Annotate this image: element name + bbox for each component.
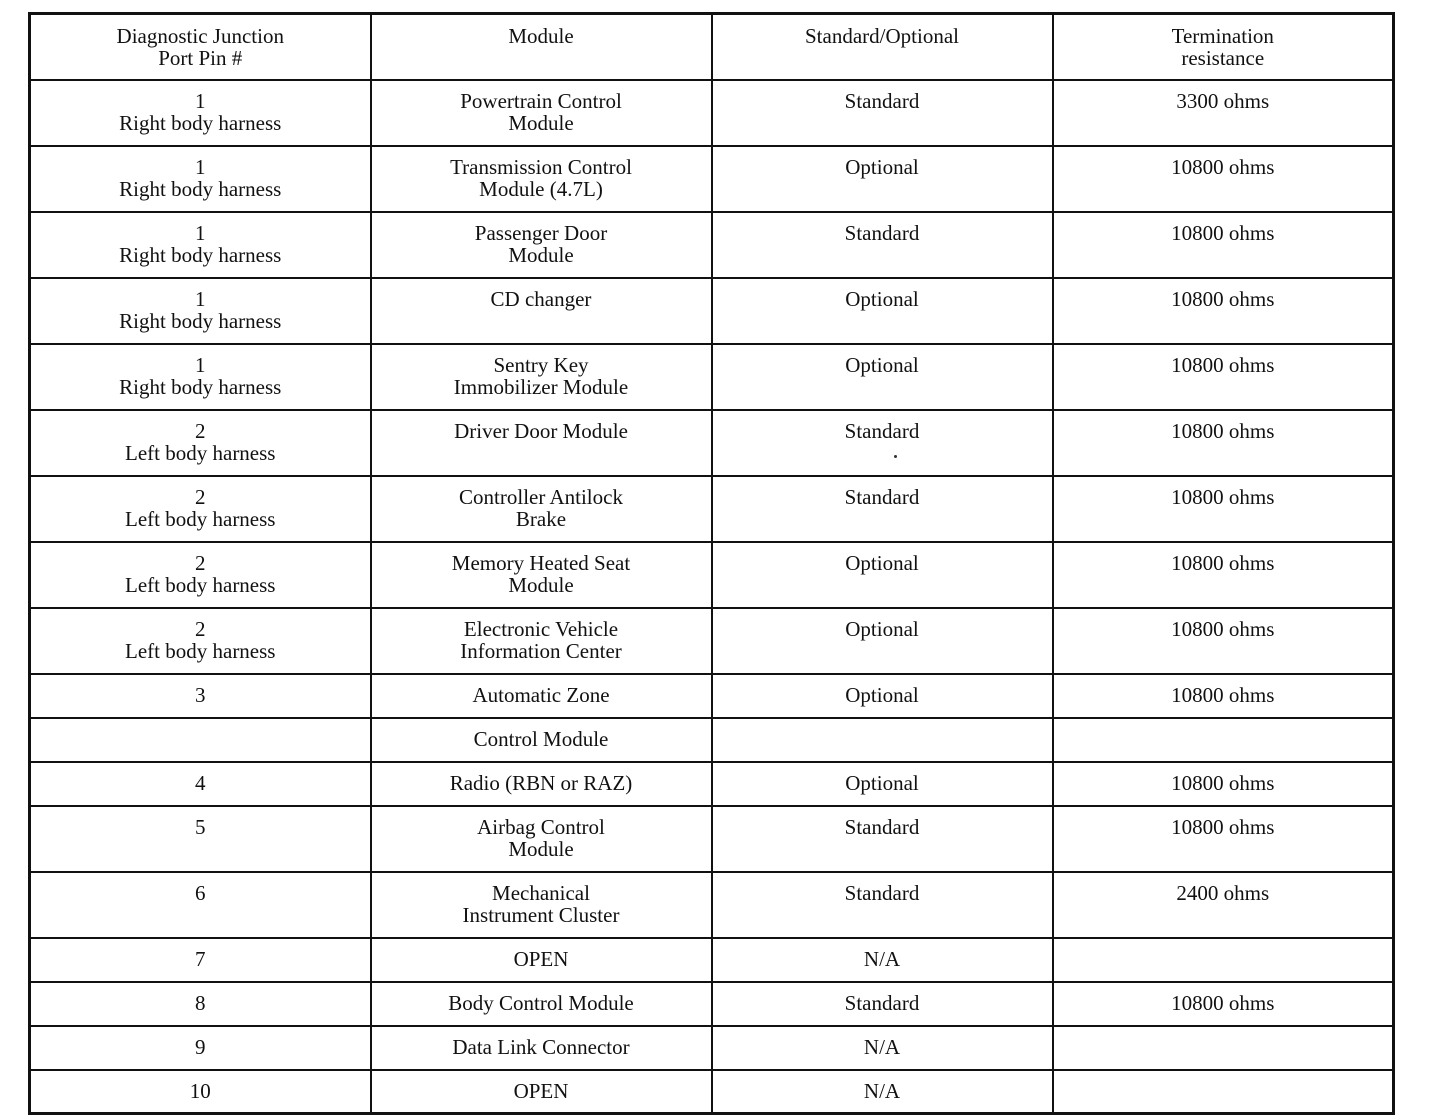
cell-standard-optional: Standard xyxy=(712,80,1053,146)
cell-termination-resistance: 10800 ohms xyxy=(1053,278,1394,344)
cell-standard-optional: Optional xyxy=(712,146,1053,212)
cell-port-pin: 3 xyxy=(30,674,371,718)
table-row xyxy=(30,1070,1394,1114)
table-row xyxy=(30,718,1394,762)
cell-port-pin: 1 Right body harness xyxy=(30,80,371,146)
cell-port-pin: 2 Left body harness xyxy=(30,476,371,542)
cell-termination-resistance: 10800 ohms xyxy=(1053,982,1394,1026)
cell-termination-resistance xyxy=(1053,1026,1394,1070)
cell-standard-optional: Standard xyxy=(712,476,1053,542)
cell-port-pin: 6 xyxy=(30,872,371,938)
cell-module: Driver Door Module xyxy=(371,410,712,476)
cell-port-pin: 10 xyxy=(30,1070,371,1114)
cell-standard-optional: Optional xyxy=(712,674,1053,718)
cell-port-pin: 2 Left body harness xyxy=(30,608,371,674)
cell-module: Sentry Key Immobilizer Module xyxy=(371,344,712,410)
table-row xyxy=(30,542,1394,608)
cell-port-pin: 5 xyxy=(30,806,371,872)
cell-termination-resistance: 10800 ohms xyxy=(1053,542,1394,608)
cell-module: Transmission Control Module (4.7L) xyxy=(371,146,712,212)
cell-module: OPEN xyxy=(371,1070,712,1114)
cell-module: Controller Antilock Brake xyxy=(371,476,712,542)
termination-resistance-table xyxy=(28,12,1395,1115)
cell-module: Body Control Module xyxy=(371,982,712,1026)
table-row xyxy=(30,762,1394,806)
cell-standard-optional: Standard xyxy=(712,872,1053,938)
header-termination-resistance: Termination resistance xyxy=(1053,14,1394,80)
cell-termination-resistance: 10800 ohms xyxy=(1053,608,1394,674)
header-module: Module xyxy=(371,14,712,80)
cell-termination-resistance: 3300 ohms xyxy=(1053,80,1394,146)
cell-module: OPEN xyxy=(371,938,712,982)
table-row xyxy=(30,278,1394,344)
cell-module: Electronic Vehicle Information Center xyxy=(371,608,712,674)
cell-port-pin: 4 xyxy=(30,762,371,806)
header-standard-optional: Standard/Optional xyxy=(712,14,1053,80)
cell-standard-optional: Optional xyxy=(712,542,1053,608)
cell-module: Control Module xyxy=(371,718,712,762)
scan-speck xyxy=(894,455,897,458)
cell-standard-optional: Standard xyxy=(712,982,1053,1026)
cell-port-pin xyxy=(30,718,371,762)
table-row xyxy=(30,1026,1394,1070)
cell-standard-optional: Standard xyxy=(712,410,1053,476)
cell-standard-optional: N/A xyxy=(712,1070,1053,1114)
table-header-row xyxy=(30,14,1394,80)
cell-termination-resistance xyxy=(1053,718,1394,762)
table-row xyxy=(30,982,1394,1026)
cell-standard-optional: Optional xyxy=(712,344,1053,410)
cell-termination-resistance: 10800 ohms xyxy=(1053,762,1394,806)
cell-module: Airbag Control Module xyxy=(371,806,712,872)
cell-standard-optional: Standard xyxy=(712,212,1053,278)
cell-standard-optional: Optional xyxy=(712,762,1053,806)
cell-module: Memory Heated Seat Module xyxy=(371,542,712,608)
cell-termination-resistance: 10800 ohms xyxy=(1053,674,1394,718)
table-row xyxy=(30,872,1394,938)
cell-port-pin: 2 Left body harness xyxy=(30,410,371,476)
cell-port-pin: 1 Right body harness xyxy=(30,146,371,212)
table-row xyxy=(30,410,1394,476)
table-row xyxy=(30,212,1394,278)
cell-standard-optional: Standard xyxy=(712,806,1053,872)
cell-termination-resistance: 10800 ohms xyxy=(1053,806,1394,872)
cell-termination-resistance: 10800 ohms xyxy=(1053,344,1394,410)
cell-module: CD changer xyxy=(371,278,712,344)
cell-port-pin: 7 xyxy=(30,938,371,982)
cell-port-pin: 2 Left body harness xyxy=(30,542,371,608)
cell-standard-optional: N/A xyxy=(712,938,1053,982)
table-row xyxy=(30,938,1394,982)
cell-termination-resistance: 2400 ohms xyxy=(1053,872,1394,938)
table-row xyxy=(30,608,1394,674)
table-row xyxy=(30,146,1394,212)
cell-termination-resistance: 10800 ohms xyxy=(1053,476,1394,542)
cell-termination-resistance xyxy=(1053,938,1394,982)
cell-port-pin: 9 xyxy=(30,1026,371,1070)
cell-port-pin: 1 Right body harness xyxy=(30,212,371,278)
table-row xyxy=(30,476,1394,542)
header-port-pin: Diagnostic Junction Port Pin # xyxy=(30,14,371,80)
cell-termination-resistance: 10800 ohms xyxy=(1053,212,1394,278)
cell-module: Radio (RBN or RAZ) xyxy=(371,762,712,806)
cell-module: Mechanical Instrument Cluster xyxy=(371,872,712,938)
table-row xyxy=(30,674,1394,718)
cell-port-pin: 1 Right body harness xyxy=(30,344,371,410)
cell-standard-optional: Optional xyxy=(712,608,1053,674)
table-row xyxy=(30,344,1394,410)
cell-termination-resistance: 10800 ohms xyxy=(1053,410,1394,476)
cell-module: Data Link Connector xyxy=(371,1026,712,1070)
cell-standard-optional: Optional xyxy=(712,278,1053,344)
cell-module: Automatic Zone xyxy=(371,674,712,718)
cell-port-pin: 1 Right body harness xyxy=(30,278,371,344)
cell-module: Passenger Door Module xyxy=(371,212,712,278)
cell-standard-optional: N/A xyxy=(712,1026,1053,1070)
cell-port-pin: 8 xyxy=(30,982,371,1026)
cell-standard-optional xyxy=(712,718,1053,762)
cell-module: Powertrain Control Module xyxy=(371,80,712,146)
table-row xyxy=(30,806,1394,872)
cell-termination-resistance xyxy=(1053,1070,1394,1114)
table-row xyxy=(30,80,1394,146)
cell-termination-resistance: 10800 ohms xyxy=(1053,146,1394,212)
